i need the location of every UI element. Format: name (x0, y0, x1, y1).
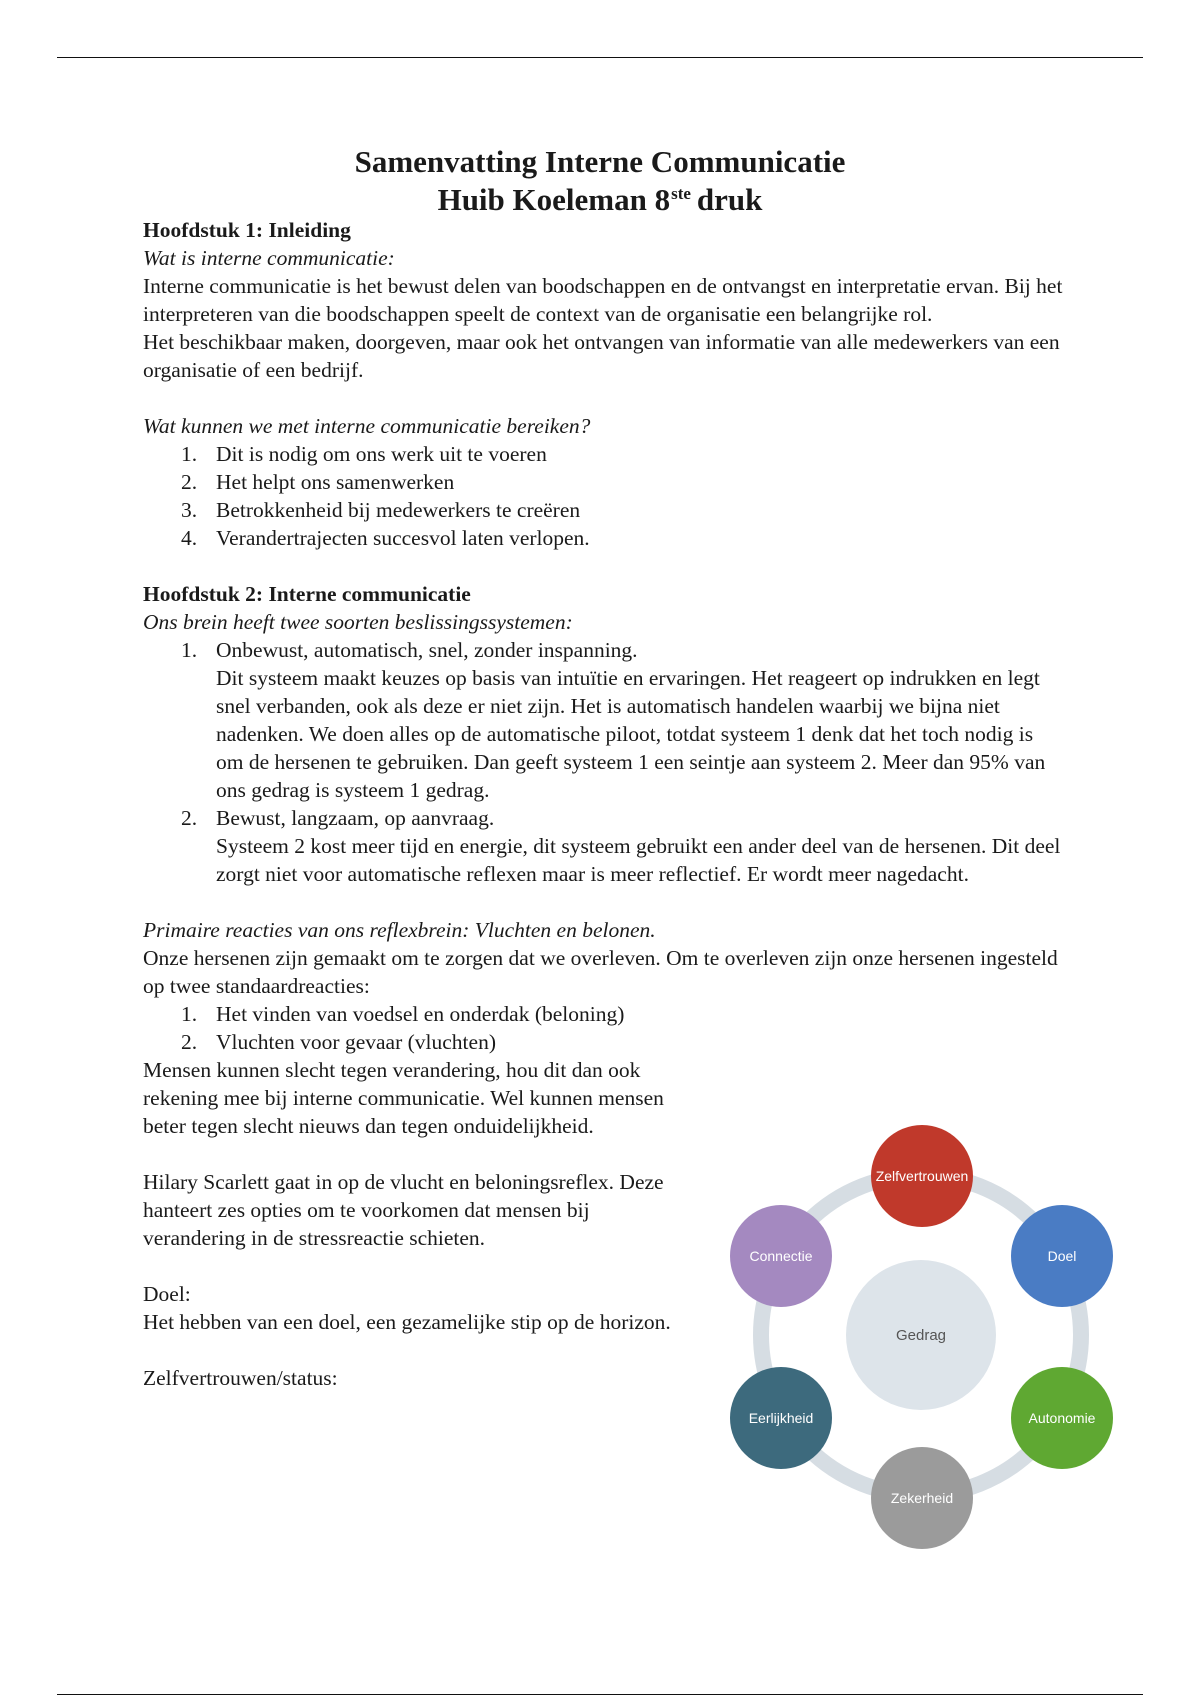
node-zekerheid: Zekerheid (871, 1447, 973, 1549)
superscript: ste (671, 184, 691, 203)
list-item: 2. Het helpt ons samenwerken (181, 470, 455, 494)
chapter-1-heading: Hoofdstuk 1: Inleiding (143, 218, 351, 242)
benefits-list (143, 440, 1063, 552)
paragraph: Onze hersenen zijn gemaakt om te zorgen dat we overleven. Om te overleven zijn onze hersenen ingesteld op twee standaardreacties: (143, 946, 1058, 998)
question-heading: Ons brein heeft twee soorten beslissingssystemen: (143, 610, 573, 634)
node-zelfvertrouwen: Zelfvertrouwen (871, 1125, 973, 1227)
list-item: 4. Verandertrajecten succesvol laten verlopen. (181, 526, 590, 550)
list-item: 3. Betrokkenheid bij medewerkers te creëren (181, 498, 581, 522)
behaviour-diagram (725, 1120, 1125, 1560)
question-heading: Wat is interne communicatie: (143, 246, 395, 270)
chapter-2-heading: Hoofdstuk 2: Interne communicatie (143, 582, 471, 606)
reactions-list (143, 1000, 1063, 1056)
paragraph: Het beschikbaar maken, doorgeven, maar ook het ontvangen van informatie van alle medewerkers van een organisatie of een bedrijf. (143, 330, 1060, 382)
node-doel: Doel (1011, 1205, 1113, 1307)
node-autonomie: Autonomie (1011, 1367, 1113, 1469)
doel-label: Doel: (143, 1282, 191, 1306)
document-title: Samenvatting Interne Communicatie (354, 144, 846, 179)
question-heading: Wat kunnen we met interne communicatie bereiken? (143, 414, 591, 438)
top-rule (57, 57, 1143, 58)
bottom-rule (57, 1694, 1143, 1695)
question-heading: Primaire reacties van ons reflexbrein: Vluchten en belonen. (143, 918, 656, 942)
paragraph: Mensen kunnen slecht tegen verandering, hou dit dan ook rekening mee bij interne communicatie. Wel kunnen mensen beter tegen slecht nieuws dan tegen onduidelijkheid. (143, 1058, 664, 1138)
node-connectie: Connectie (730, 1205, 832, 1307)
paragraph: Het hebben van een doel, een gezamelijke stip op de horizon. (143, 1310, 671, 1334)
list-item: 2. Bewust, langzaam, op aanvraag. Systeem 2 kost meer tijd en energie, dit systeem gebruikt een ander deel van de hersenen. Dit deel zorgt niet voor automatische reflexen maar is meer reflectief. Er wordt meer nagedacht. (181, 806, 1061, 886)
systems-list (143, 636, 1063, 888)
list-item: 1. Dit is nodig om ons werk uit te voeren (181, 442, 547, 466)
center-circle: Gedrag (846, 1260, 996, 1410)
node-eerlijkheid: Eerlijkheid (730, 1367, 832, 1469)
paragraph: Hilary Scarlett gaat in op de vlucht en beloningsreflex. Deze hanteert zes opties om te voorkomen dat mensen bij verandering in de stressreactie schieten. (143, 1170, 664, 1250)
list-item: 1. Het vinden van voedsel en onderdak (beloning) (181, 1002, 625, 1026)
zelfvertrouwen-label: Zelfvertrouwen/status: (143, 1366, 338, 1390)
list-item: 1. Onbewust, automatisch, snel, zonder inspanning. Dit systeem maakt keuzes op basis van intuïtie en ervaringen. Het reageert op indrukken en legt snel verbanden, ook als deze er niet zijn. Het is automatisch handelen waarbij we bijna niet nadenken. We doen alles op de automatische piloot, totdat systeem 1 denk dat het toch nodig is om de hersenen te gebruiken. Dan geeft systeem 1 een seintje aan systeem 2. Meer dan 95% van ons gedrag is systeem 1 gedrag. (181, 638, 1046, 802)
document-subtitle: Huib Koeleman 8ste druk (437, 182, 763, 217)
list-item: 2. Vluchten voor gevaar (vluchten) (181, 1030, 496, 1054)
paragraph: Interne communicatie is het bewust delen van boodschappen en de ontvangst en interpretatie ervan. Bij het interpreteren van die boodschappen speelt de context van de organisatie een belangrijke rol. (143, 274, 1063, 326)
